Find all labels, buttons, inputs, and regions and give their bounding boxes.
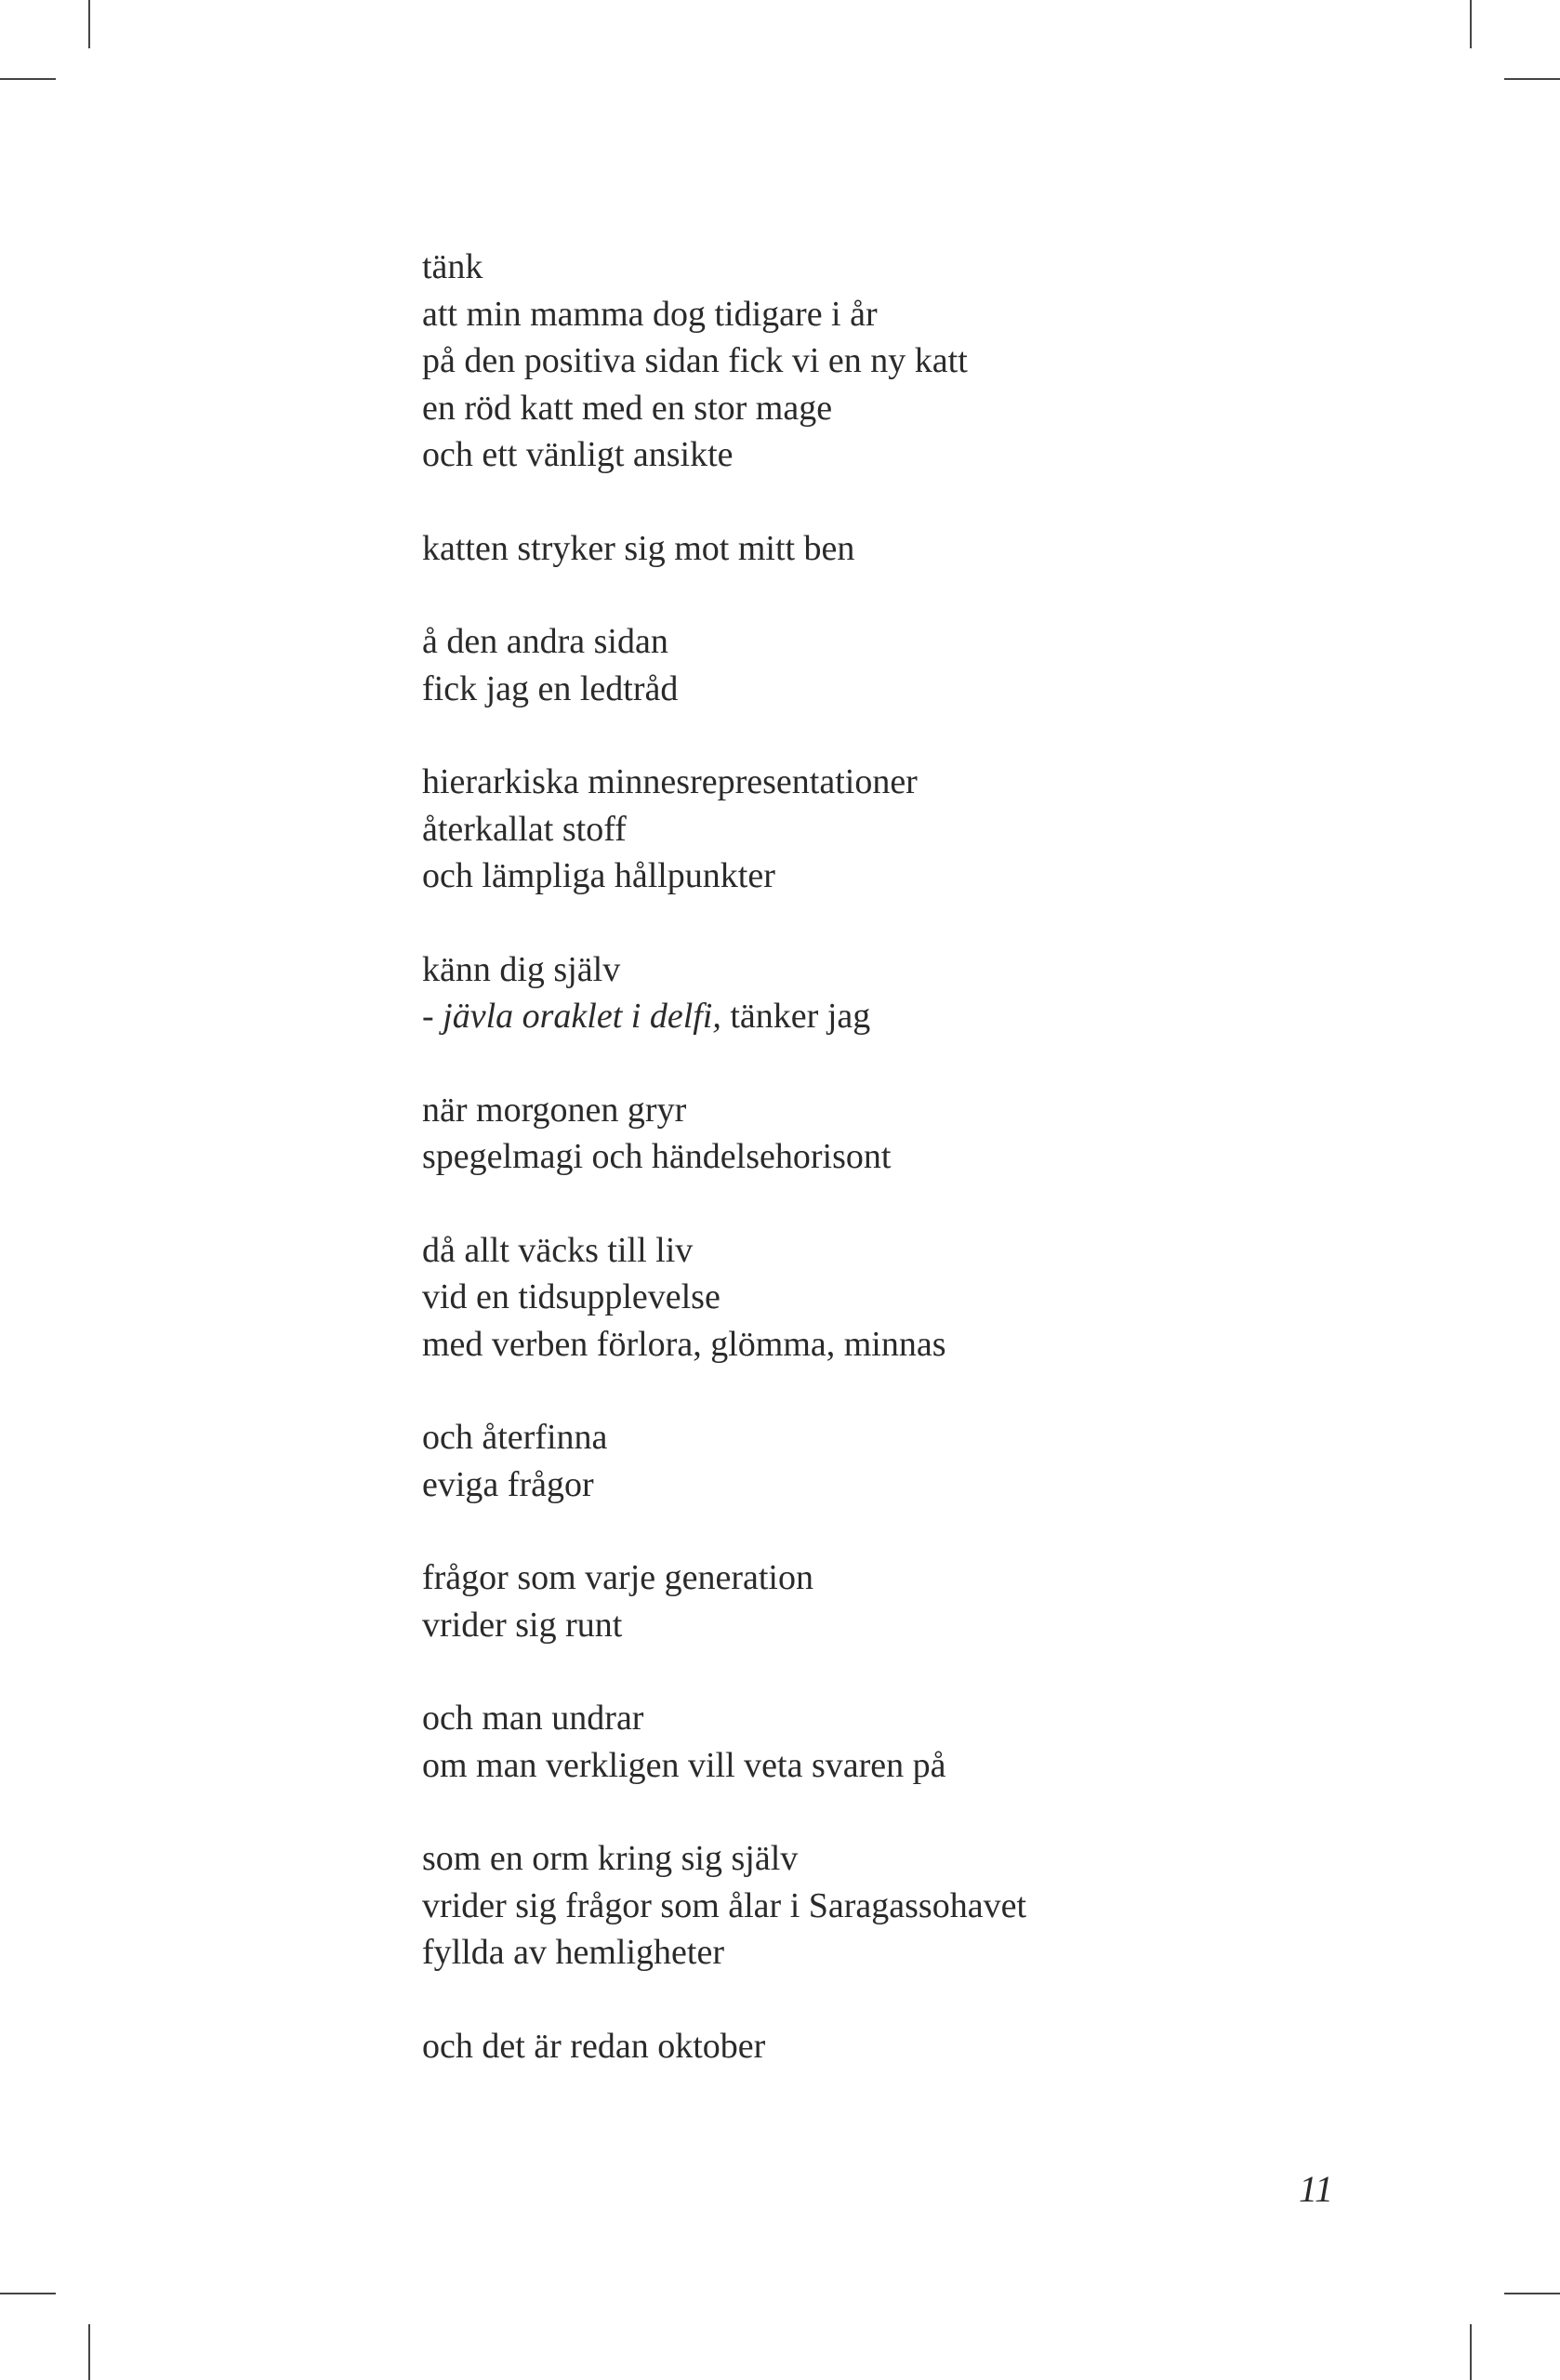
poem-line: känn dig själv — [422, 949, 621, 989]
poem-line: vid en tidsupplevelse — [422, 1277, 721, 1316]
stanza-2 — [422, 525, 1352, 573]
poem-line: spegelmagi och händelsehorisont — [422, 1137, 892, 1176]
crop-mark-top-left-horizontal — [0, 78, 56, 80]
poem-line: återkallat stoff — [422, 809, 627, 849]
poem-line: tänk — [422, 247, 483, 286]
poem-line: katten stryker sig mot mitt ben — [422, 528, 855, 568]
stanza-7 — [422, 1227, 1352, 1368]
crop-mark-bottom-left-vertical — [88, 2324, 90, 2380]
poem-line: en röd katt med en stor mage — [422, 388, 833, 428]
poem-line: fick jag en ledtråd — [422, 668, 679, 708]
poem-line: om man verkligen vill veta svaren på — [422, 1745, 946, 1785]
poem-line: på den positiva sidan fick vi en ny katt — [422, 341, 968, 380]
stanza-11 — [422, 1835, 1352, 1977]
stanza-12 — [422, 2023, 1352, 2070]
stanza-10 — [422, 1695, 1352, 1789]
poem-line: frågor som varje generation — [422, 1558, 813, 1597]
poem-line: fyllda av hemligheter — [422, 1933, 724, 1972]
poem-line: vrider sig runt — [422, 1605, 623, 1645]
poem-line: med verben förlora, glömma, minnas — [422, 1324, 946, 1364]
poem-line: och lämpliga hållpunkter — [422, 856, 775, 895]
crop-mark-top-right-horizontal — [1504, 78, 1560, 80]
crop-mark-top-left-vertical — [88, 0, 90, 48]
poem-line: då allt väcks till liv — [422, 1230, 694, 1270]
stanza-8 — [422, 1414, 1352, 1508]
stanza-1 — [422, 244, 1352, 479]
stanza-4 — [422, 759, 1352, 900]
stanza-3 — [422, 618, 1352, 712]
poem-line: å den andra sidan — [422, 622, 668, 661]
stanza-9 — [422, 1554, 1352, 1648]
poem-line: vrider sig frågor som ålar i Saragassohavet — [422, 1885, 1027, 1925]
stanza-5 — [422, 946, 1352, 1040]
page-number: 11 — [1298, 2168, 1333, 2210]
crop-mark-bottom-right-horizontal — [1504, 2293, 1560, 2294]
poem — [422, 244, 1352, 2116]
poem-line: och det är redan oktober — [422, 2026, 766, 2066]
crop-mark-bottom-right-vertical — [1470, 2324, 1472, 2380]
poem-line: och ett vänligt ansikte — [422, 435, 734, 474]
poem-line: eviga frågor — [422, 1464, 594, 1504]
poem-line: och återfinna — [422, 1418, 608, 1457]
poem-line: hierarkiska minnesrepresentationer — [422, 762, 918, 801]
poem-line: som en orm kring sig själv — [422, 1839, 799, 1878]
poem-line: när morgonen gryr — [422, 1090, 687, 1130]
oracle-line — [422, 993, 1352, 1040]
poem-line: att min mamma dog tidigare i år — [422, 294, 878, 334]
oracle-line-italic: - jävla oraklet i delfi, — [422, 997, 721, 1036]
stanza-6 — [422, 1087, 1352, 1181]
poem-line: och man undrar — [422, 1699, 644, 1738]
crop-mark-bottom-left-horizontal — [0, 2293, 56, 2294]
crop-mark-top-right-vertical — [1470, 0, 1472, 48]
oracle-line-plain: tänker jag — [721, 997, 871, 1036]
